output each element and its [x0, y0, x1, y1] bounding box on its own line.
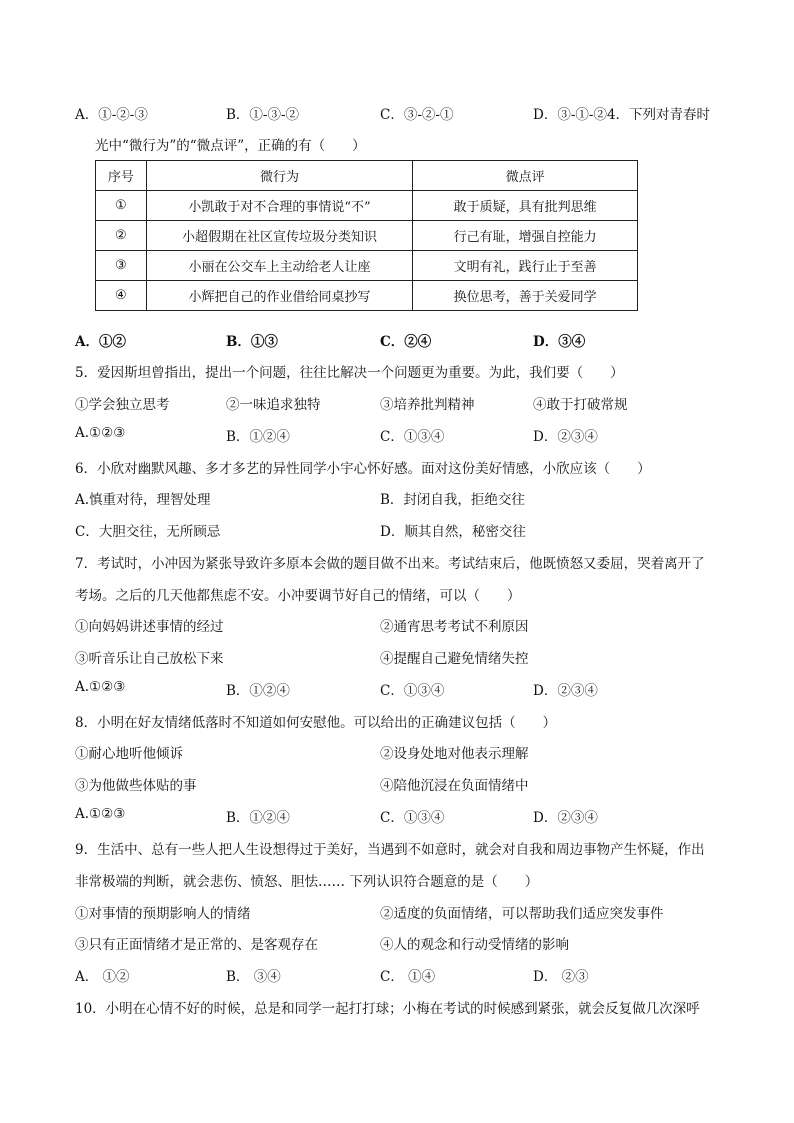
- q9-option-a: A． ①②: [75, 969, 130, 985]
- q8-item-1: ①耐心地听他倾诉: [75, 746, 183, 762]
- header-cell: 微行为: [146, 161, 413, 191]
- table-cell: 行己有耻，增强自控能力: [413, 221, 638, 251]
- q9-item-4: ④人的观念和行动受情绪的影响: [380, 937, 569, 953]
- table-cell: ④: [96, 281, 147, 311]
- q6-stem: 6．小欣对幽默风趣、多才多艺的异性同学小宇心怀好感。面对这份美好情感，小欣应该（ ）: [75, 461, 651, 477]
- q5-item-3: ③培养批判精神: [380, 397, 475, 413]
- q8-option-d: D．②③④: [533, 810, 598, 826]
- q9-option-d: D． ②③: [533, 969, 589, 985]
- q9-stem-line2: 非常极端的判断，就会悲伤、愤怒、胆怯…… 下列认识符合题意的是（ ）: [75, 874, 539, 890]
- q7-option-d: D．②③④: [533, 683, 598, 699]
- q9-item-3: ③只有正面情绪才是正常的、是客观存在: [75, 937, 318, 953]
- q3-option-d: [533, 103, 710, 123]
- q7-option-a: A.①②③: [75, 679, 126, 695]
- header-cell: 序号: [96, 161, 147, 191]
- q3-option-d-text: D．③-①-②: [533, 107, 607, 123]
- q4-option-c: C．②④: [380, 334, 432, 350]
- q9-item-2: ②适度的负面情绪，可以帮助我们适应突发事件: [380, 906, 664, 922]
- q5-item-2: ②一味追求独特: [226, 397, 321, 413]
- q9-item-1: ①对事情的预期影响人的情绪: [75, 906, 251, 922]
- table-cell: 小超假期在社区宣传垃圾分类知识: [146, 221, 413, 251]
- q7-item-2: ②通宵思考考试不利原因: [380, 619, 529, 635]
- q8-option-b: B．①②④: [226, 810, 290, 826]
- q6-option-b: B．封闭自我，拒绝交往: [380, 492, 525, 508]
- table-header-row: [96, 161, 638, 191]
- q7-item-1: ①向妈妈讲述事情的经过: [75, 619, 224, 635]
- q7-item-3: ③听音乐让自己放松下来: [75, 651, 224, 667]
- q3-option-b: B．①-③-②: [226, 107, 300, 123]
- q7-item-4: ④提醒自己避免情绪失控: [380, 651, 529, 667]
- q7-option-c: C．①③④: [380, 683, 445, 699]
- q5-item-1: ①学会独立思考: [75, 397, 170, 413]
- q3-option-a: A．①-②-③: [75, 107, 148, 123]
- q8-option-c: C．①③④: [380, 810, 445, 826]
- q4-table: [95, 160, 638, 311]
- q7-stem-line1: 7．考试时，小冲因为紧张导致许多原本会做的题目做不出来。考试结束后，他既愤怒又委屈，哭着离开了: [75, 556, 705, 572]
- table-cell: ②: [96, 221, 147, 251]
- q8-item-2: ②设身处地对他表示理解: [380, 746, 529, 762]
- q5-item-4: ④敢于打破常规: [533, 397, 628, 413]
- q7-option-b: B．①②④: [226, 683, 290, 699]
- table-cell: ③: [96, 251, 147, 281]
- q6-option-a: A.慎重对待，理智处理: [75, 492, 211, 508]
- table-cell: 换位思考，善于关爱同学: [413, 281, 638, 311]
- table-row: [96, 191, 638, 221]
- q5-option-b: B．①②④: [226, 429, 290, 445]
- table-cell: 文明有礼，践行止于至善: [413, 251, 638, 281]
- table-row: [96, 251, 638, 281]
- q4-option-b: B．①③: [226, 334, 278, 350]
- table-cell: 小凯敢于对不合理的事情说“不”: [146, 191, 413, 221]
- q4-stem: 光中“微行为”的“微点评”，正确的有（ ）: [95, 138, 366, 154]
- q4-stem-start: 4．下列对青春时: [606, 107, 711, 123]
- q8-stem: 8．小明在好友情绪低落时不知道如何安慰他。可以给出的正确建议包括（ ）: [75, 715, 557, 731]
- q5-option-a: A.①②③: [75, 425, 126, 441]
- q6-option-d: D．顺其自然，秘密交往: [380, 524, 526, 540]
- q3-option-c: C．③-②-①: [380, 107, 454, 123]
- q9-option-c: C． ①④: [380, 969, 436, 985]
- table-cell: 敢于质疑，具有批判思维: [413, 191, 638, 221]
- table-cell: 小丽在公交车上主动给老人让座: [146, 251, 413, 281]
- q6-option-c: C．大胆交往，无所顾忌: [75, 524, 221, 540]
- q9-stem-line1: 9．生活中、总有一些人把人生设想得过于美好，当遇到不如意时，就会对自我和周边事物产生怀疑，作出: [75, 842, 705, 858]
- q9-option-b: B． ③④: [226, 969, 281, 985]
- table-cell: 小辉把自己的作业借给同桌抄写: [146, 281, 413, 311]
- table-cell: ①: [96, 191, 147, 221]
- q4-option-d: D．③④: [533, 334, 586, 350]
- q7-stem-line2: 考场。之后的几天他都焦虑不安。小冲要调节好自己的情绪，可以（ ）: [75, 588, 521, 604]
- q5-option-c: C．①③④: [380, 429, 445, 445]
- table-row: [96, 281, 638, 311]
- q4-option-a: A．①②: [75, 334, 126, 350]
- q5-option-d: D．②③④: [533, 429, 598, 445]
- table-row: [96, 221, 638, 251]
- q8-item-4: ④陪他沉浸在负面情绪中: [380, 778, 529, 794]
- q10-stem-line1: 10．小明在心情不好的时候，总是和同学一起打打球；小梅在考试的时候感到紧张，就会反复做几次深呼: [75, 1001, 700, 1017]
- q5-stem: 5．爱因斯坦曾指出，提出一个问题，往往比解决一个问题更为重要。为此，我们要（ ）: [75, 365, 624, 381]
- q8-option-a: A.①②③: [75, 806, 126, 822]
- q8-item-3: ③为他做些体贴的事: [75, 778, 197, 794]
- header-cell: 微点评: [413, 161, 638, 191]
